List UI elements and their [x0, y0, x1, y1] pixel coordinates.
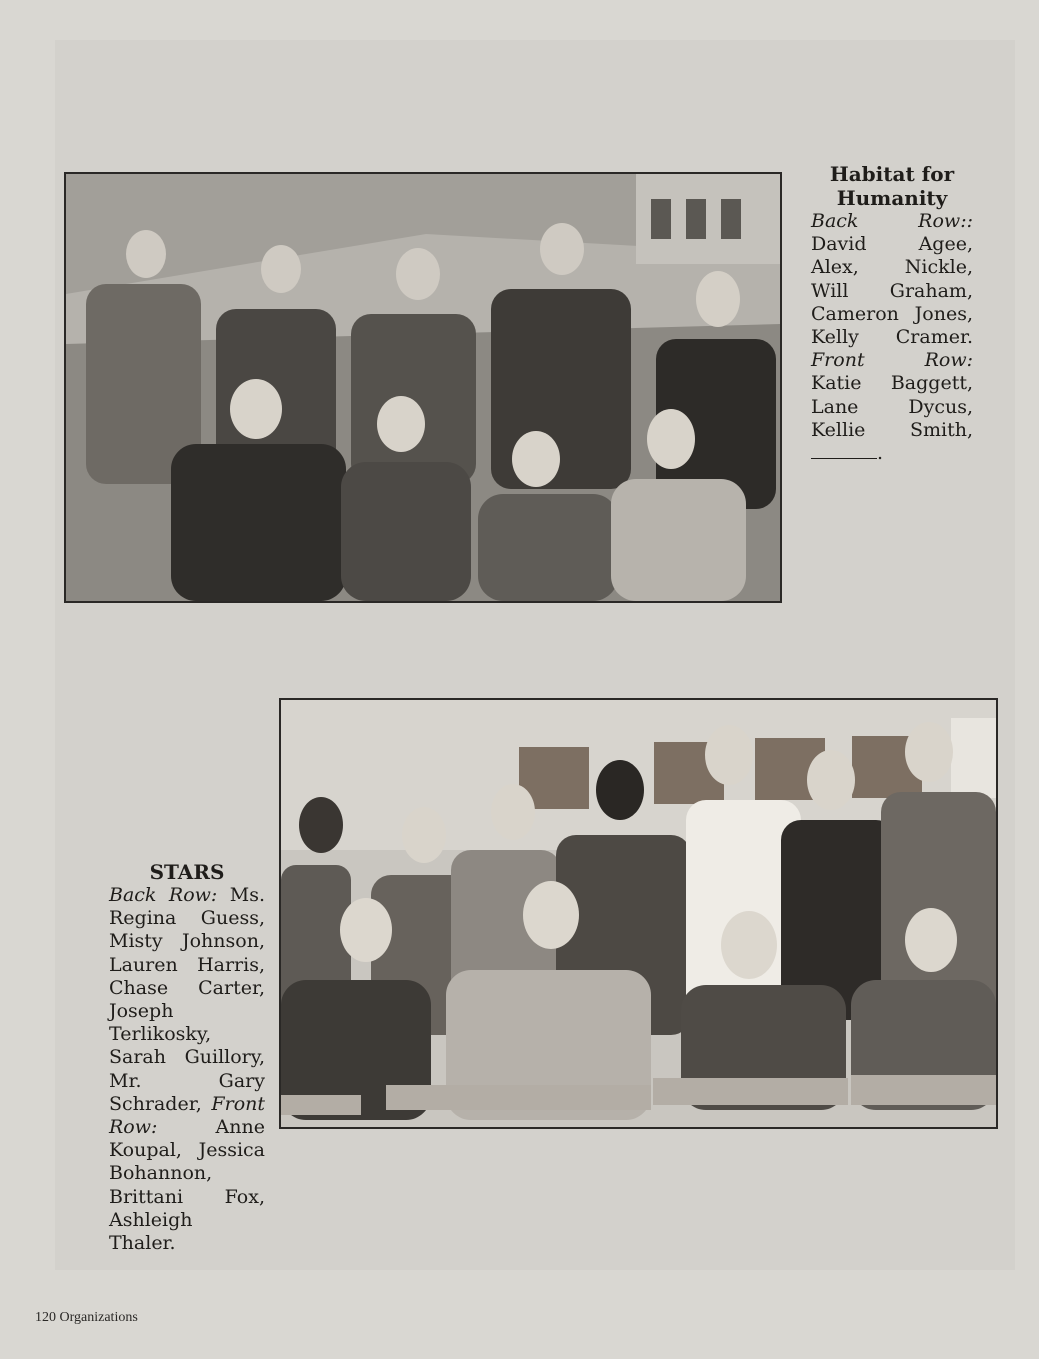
habitat-caption-end: . — [877, 442, 884, 465]
habitat-front-row-names: Katie Baggett, Lane Dycus, Kellie Smith, — [811, 372, 973, 441]
stars-back-row-names: Ms. Regina Guess, Misty Johnson, Lauren Harris, Chase Carter, Joseph Terlikosky, Sarah Guillory, Mr. Gary Schrader, — [109, 884, 265, 1115]
page-folio: 120 Organizations — [35, 1310, 138, 1325]
stars-group-photo — [279, 698, 998, 1129]
habitat-back-row-label: Back Row:: — [811, 210, 973, 232]
habitat-front-row-label: Front Row: — [811, 349, 973, 372]
habitat-title: Habitat for Humanity — [829, 162, 955, 210]
stars-back-row-label: Back Row: — [109, 884, 218, 906]
stars-front-row-names: Anne Koupal, Jessica Bohannon, Brittani Fox, Ashleigh Thaler. — [109, 1116, 265, 1255]
habitat-back-row-names: David Agee, Alex, Nickle, Will Graham, Cameron Jones, Kelly Cramer. — [811, 233, 973, 349]
habitat-group-photo — [64, 172, 782, 603]
unidentified-name-blank — [811, 443, 877, 459]
stars-front-row-label: Front Row: — [109, 1092, 265, 1139]
stars-title: STARS — [149, 860, 225, 884]
stars-caption — [109, 860, 265, 1255]
habitat-caption — [811, 162, 973, 465]
